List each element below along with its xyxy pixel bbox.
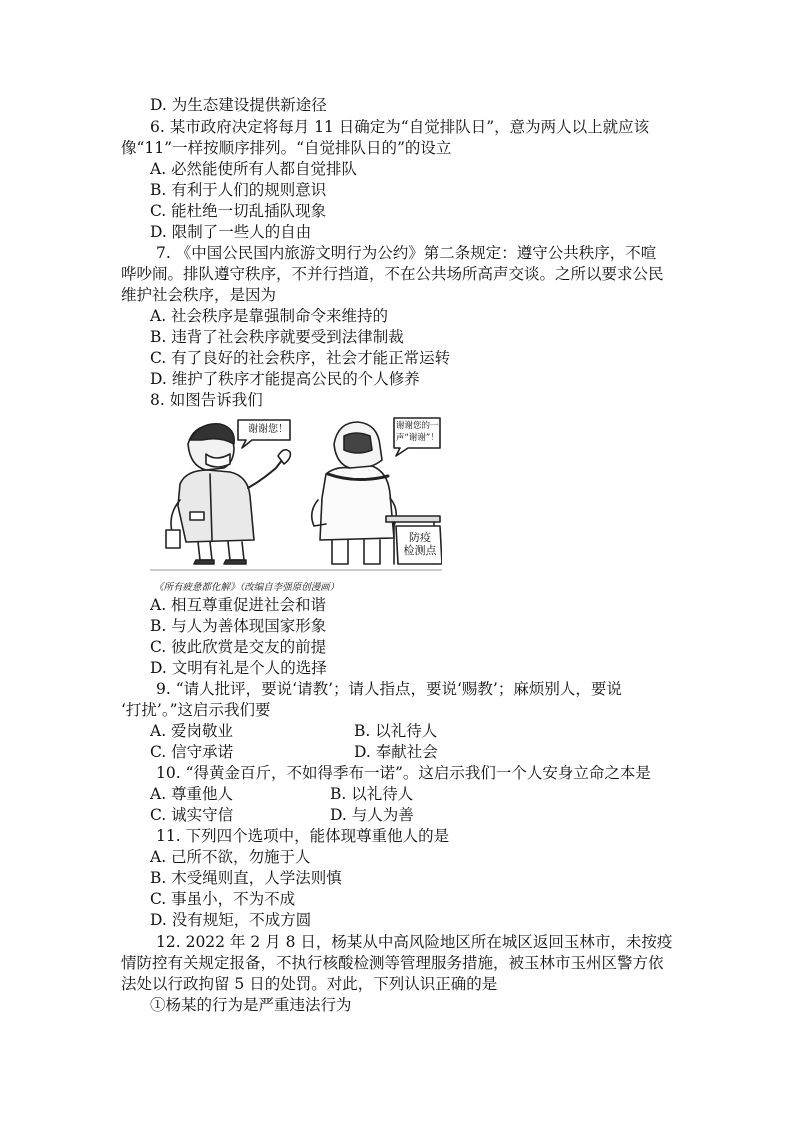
q9-option-a: A. 爱岗敬业 bbox=[150, 722, 234, 740]
q6-stem-line-2: 像“11”一样按顺序排列。“自觉排队日的”的设立 bbox=[121, 139, 452, 157]
right-speech-bubble-line-2: 声“谢谢”！ bbox=[396, 433, 439, 443]
q9-stem-line-2: ‘打扰’。”这启示我们要 bbox=[121, 701, 271, 719]
q9-option-b: B. 以礼待人 bbox=[354, 722, 438, 740]
q12-stem-line-2: 情防控有关规定报备，不执行核酸检测等管理服务措施，被玉林市玉州区警方依 bbox=[121, 954, 664, 972]
q8-option-d: D. 文明有礼是个人的选择 bbox=[150, 659, 327, 677]
q6-option-a: A. 必然能使所有人都自觉排队 bbox=[150, 160, 358, 178]
q11-option-d: D. 没有规矩，不成方圆 bbox=[150, 911, 312, 929]
q9-option-row-2 bbox=[0, 742, 794, 763]
q6-stem-line-1: 6. 某市政府决定将每月 11 日确定为“自觉排队日”，意为两人以上就应该 bbox=[150, 118, 650, 136]
q7-stem-line-1: 7. 《中国公民国内旅游文明行为公约》第二条规定：遵守公共秩序，不喧 bbox=[156, 244, 657, 262]
cartoon-figure bbox=[150, 414, 442, 597]
q5-option-d: D. 为生态建设提供新途径 bbox=[150, 96, 327, 114]
q9-option-row-1 bbox=[0, 721, 794, 742]
q7-stem-line-2: 哗吵闹。排队遵守秩序，不并行挡道，不在公共场所高声交谈。之所以要求公民 bbox=[121, 265, 664, 283]
q10-option-a: A. 尊重他人 bbox=[150, 785, 234, 803]
q12-statement-1: ①杨某的行为是严重违法行为 bbox=[150, 996, 352, 1014]
q12-stem-line-3: 法处以行政拘留 5 日的处罚。对此，下列认识正确的是 bbox=[121, 975, 498, 993]
q12-stem-line-1: 12. 2022 年 2 月 8 日，杨某从中高风险地区所在城区返回玉林市，未按疫 bbox=[156, 933, 673, 951]
left-speech-bubble-text: 谢谢您！ bbox=[248, 424, 288, 435]
q9-stem-line-1: 9. “请人批评，要说‘请教’；请人指点，要说‘赐教’；麻烦别人，要说 bbox=[156, 680, 622, 698]
q7-option-c: C. 有了良好的社会秩序，社会才能正常运转 bbox=[150, 349, 451, 367]
q7-option-b: B. 违背了社会秩序就要受到法律制裁 bbox=[150, 328, 404, 346]
q7-option-a: A. 社会秩序是靠强制命令来维持的 bbox=[150, 307, 389, 325]
q11-option-b: B. 木受绳则直，人学法则慎 bbox=[150, 869, 342, 887]
q11-stem: 11. 下列四个选项中，能体现尊重他人的是 bbox=[156, 827, 450, 845]
q8-option-b: B. 与人为善体现国家形象 bbox=[150, 617, 327, 635]
q10-option-c: C. 诚实守信 bbox=[150, 806, 234, 824]
q10-stem: 10. “得黄金百斤，不如得季布一诺”。这启示我们一个人安身立命之本是 bbox=[156, 764, 651, 782]
q10-option-row-1 bbox=[0, 784, 794, 805]
q9-option-d: D. 奉献社会 bbox=[354, 743, 438, 761]
q11-option-c: C. 事虽小，不为不成 bbox=[150, 890, 296, 908]
q7-option-d: D. 维护了秩序才能提高公民的个人修养 bbox=[150, 370, 420, 388]
q10-option-d: D. 与人为善 bbox=[330, 806, 414, 824]
q10-option-row-2 bbox=[0, 805, 794, 826]
sign-text-line-2: 检测点 bbox=[403, 544, 437, 557]
q11-option-a: A. 己所不欲，勿施于人 bbox=[150, 848, 311, 866]
q6-option-d: D. 限制了一些人的自由 bbox=[150, 223, 312, 241]
q6-option-c: C. 能杜绝一切乱插队现象 bbox=[150, 202, 327, 220]
q7-stem-line-3: 维护社会秩序，是因为 bbox=[121, 286, 277, 304]
sign-text-line-1: 防疫 bbox=[409, 531, 431, 544]
q8-stem: 8. 如图告诉我们 bbox=[150, 391, 263, 409]
q9-option-c: C. 信守承诺 bbox=[150, 743, 234, 761]
q8-option-a: A. 相互尊重促进社会和谐 bbox=[150, 596, 327, 614]
figure-caption: 《所有疲惫都化解》（改编自李强原创漫画） bbox=[154, 582, 340, 593]
q8-option-c: C. 彼此欣赏是交友的前提 bbox=[150, 638, 327, 656]
right-speech-bubble-line-1: 谢谢您的一 bbox=[396, 421, 439, 431]
q10-option-b: B. 以礼待人 bbox=[330, 785, 414, 803]
q6-option-b: B. 有利于人们的规则意识 bbox=[150, 181, 327, 199]
